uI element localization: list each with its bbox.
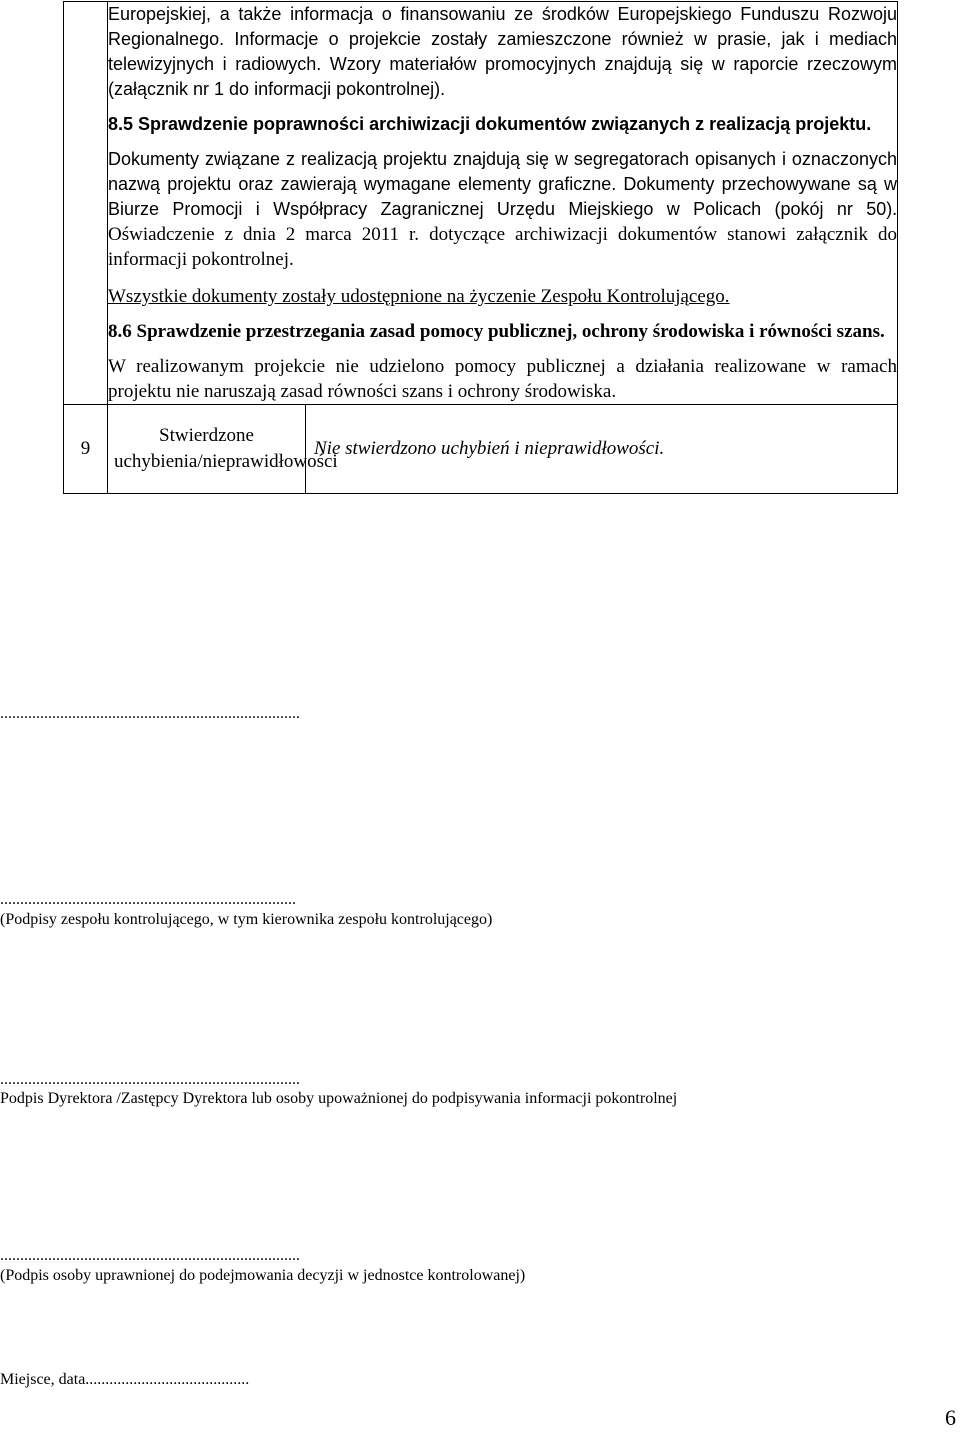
signature-caption: (Podpis osoby uprawnionej do podejmowania decyzji w jednostce kontrolowanej) [0,1267,526,1284]
report-table [63,1,898,494]
signature-caption: Podpis Dyrektora /Zastępcy Dyrektora lub osoby upoważnionej do podpisywania informacji pokontrolnej [0,1090,678,1107]
table-row [64,405,898,494]
archiving-paragraph [108,147,897,272]
signature-line: ........................................................................... [0,705,300,722]
section-8-6-heading: 8.6 Sprawdzenie przestrzegania zasad pomocy publicznej, ochrony środowiska i równości szans. [108,321,885,342]
signature-line: ........................................................................... [0,1247,300,1264]
table-row [64,2,898,405]
section-8-content [108,2,898,405]
signature-line: ........................................................................... [0,1071,300,1088]
archiving-statement: . Oświadczenie z dnia 2 marca 2011 r. dotyczące archiwizacji dokumentów stanowi załącznik do informacji pokontrolnej. [108,199,897,270]
place-date-line: Miejsce, data......................................... [0,1371,250,1388]
archiving-text: Dokumenty związane z realizacją projektu znajdują się w segregatorach opisanych i oznaczonych nazwą projektu oraz zawierają wymagane elementy graficzne. Dokumenty przechowywane są w Biurze Promocji i Współpracy Zagranicznej Urzędu Miejskiego w Policach (pokój nr 50) [108,149,897,219]
findings-value: Nie stwierdzono uchybień i nieprawidłowości. [306,405,898,494]
findings-label: Stwierdzone uchybienia/nieprawidłowości [108,405,306,494]
page-number: 6 [945,1405,956,1430]
signature-caption: (Podpisy zespołu kontrolującego, w tym kierownika zespołu kontrolującego) [0,911,493,928]
documents-shared-note: Wszystkie dokumenty zostały udostępnione na życzenie Zespołu Kontrolującego. [108,286,730,307]
row-number-cell [64,2,108,405]
public-aid-paragraph: W realizowanym projekcie nie udzielono pomocy publicznej a działania realizowane w ramach projektu nie naruszają zasad równości szans i ochrony środowiska. [108,356,897,402]
row-number: 9 [64,405,108,494]
signature-line: .......................................................................... [0,891,296,908]
section-8-5-heading: 8.5 Sprawdzenie poprawności archiwizacji dokumentów związanych z realizacją projektu. [108,114,872,134]
promotion-paragraph: Europejskiej, a także informacja o finansowaniu ze środków Europejskiego Funduszu Rozwoju Regionalnego. Informacje o projekcie zostały zamieszczone również w prasie, jak i mediach telewizyjnych i radiowych. Wzory materiałów promocyjnych znajdują się w raporcie rzeczowym (załącznik nr 1 do informacji pokontrolnej). [108,4,897,99]
